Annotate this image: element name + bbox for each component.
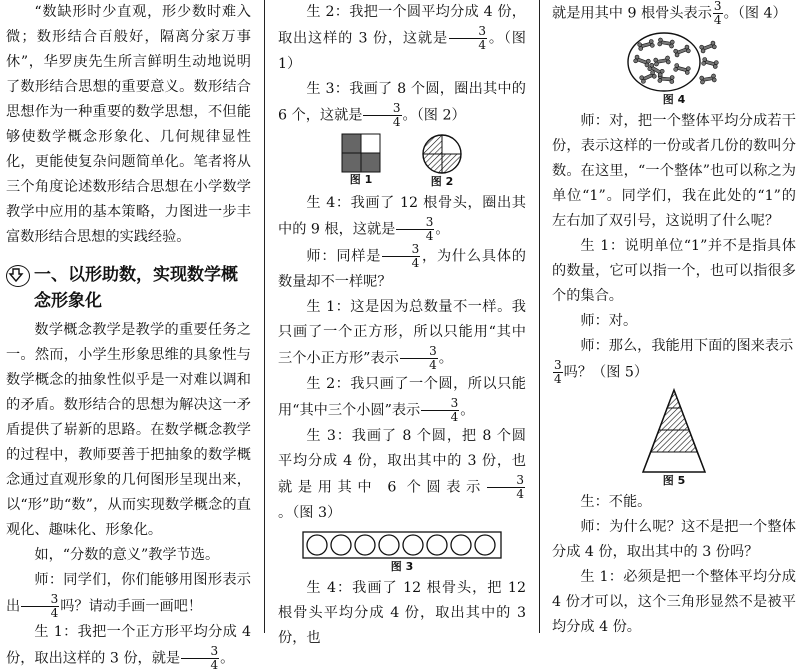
figure-2 [421, 133, 463, 189]
fraction: $\frac{3}{4}$ [396, 216, 434, 243]
bones-illustration [624, 31, 724, 93]
figure-4 [552, 31, 796, 107]
figure-caption: 图 3 [390, 560, 414, 573]
paragraph: 如，“分数的意义”教学节选。 [34, 547, 220, 563]
fraction: $\frac{3}{4}$ [487, 474, 525, 501]
eight-circles-illustration [302, 530, 502, 560]
fraction: $\frac{3}{4}$ [554, 358, 562, 386]
fraction: $\frac{3}{4}$ [21, 593, 59, 620]
figure-caption: 图 2 [430, 175, 454, 188]
figures-1-2 [278, 133, 526, 189]
column-divider-2 [539, 0, 540, 633]
fraction: $\frac{3}{4}$ [181, 645, 219, 672]
figure-5 [552, 388, 796, 488]
dialogue-line: 师：对。 [580, 313, 638, 329]
circle-quarters-illustration [421, 133, 463, 175]
dialogue-line: 生：不能。 [580, 494, 652, 510]
paragraph: 数学概念教学是教学的重要任务之一。然而，小学生形象思维的具象性与数学概念的抽象性似乎是一对难以调和的矛盾。数形结合的思想为解决这一矛盾提供了崭新的思路。在数学概念教学的过程中，教师要善于把抽象的数学概念通过直观形象的几何图形呈现出来，以“形”助“数”，从而实现数学概念的直观化、趣味化、形象化。 [6, 322, 251, 538]
dialogue-line: 生 1：这是因为总数量不一样。我只画了一个正方形，所以只能用“其中三个小正方形”表示 $\frac{3}{4}$ 。 [278, 299, 526, 372]
dialogue-line: 生 3：我画了 8 个圆，把 8 个圆平均分成 4 份，取出其中的 3 份，也就是用其中 6 个圆表示 $\frac{3}{4}$ 。（图 3） [278, 428, 526, 521]
fraction: $\frac{3}{4}$ [382, 243, 420, 270]
figure-1 [341, 133, 381, 189]
section-title: 一、以形助数，实现数学概念形象化 [34, 265, 238, 311]
column-3 [552, 0, 796, 633]
dialogue-line: 师：对，把一个整体平均分成若干份，表示这样的一份或者几份的数叫分数。在这里，“一个整体”也可以称之为单位“1”。同学们，我在此处的“1”的左右加了双引号，这说明了什么呢？ [552, 113, 796, 229]
intro-paragraph: “数缺形时少直观，形少数时难入微；数形结合百般好，隔离分家万事休”，华罗庚先生所言鲜明生动地说明了数形结合思想的重要意义。数形结合思想作为一种重要的数学思想，不但能够使数学概念形象化、几何规律显性化，更能使复杂问题简单化。笔者将从三个角度论述数形结合思想在小学数学教学中应用的基本策略，力图进一步丰富数形结合思想的实践经验。 [6, 4, 251, 245]
figure-caption: 图 5 [662, 474, 686, 487]
column-2 [278, 0, 526, 646]
dialogue-line: 就是用其中 9 根骨头表示 $\frac{3}{4}$ 。（图 4） [552, 0, 787, 27]
dialogue-line: 师：那么，我能用下面的图来表示 [580, 338, 794, 354]
dialogue-line: 生 2：我把一个圆平均分成 4 份，取出这样的 3 份，这就是 $\frac{3}{4}$ 。（图 1） [278, 4, 526, 72]
dialogue-line: 师：同学们，你们能够用图形表示出 $\frac{3}{4}$ 吗？请动手画一画吧！ [6, 572, 251, 620]
fraction: $\frac{3}{4}$ [713, 0, 722, 27]
dialogue-line: 师：为什么呢？这不是把一个整体分成 4 份，取出其中的 3 份吗？ [552, 519, 796, 560]
column-1 [6, 0, 251, 672]
figure-caption: 图 1 [349, 173, 373, 186]
square-quarters-illustration [341, 133, 381, 173]
dialogue-line: 生 2：我只画了一个圆，所以只能用“其中三个小圆”表示 $\frac{3}{4}$ 。 [278, 376, 526, 424]
figure-caption: 图 4 [662, 93, 686, 106]
fraction: $\frac{3}{4}$ [421, 397, 459, 424]
fraction: $\frac{3}{4}$ [363, 102, 401, 129]
fraction: $\frac{3}{4}$ [449, 25, 487, 52]
dialogue-line: 生 3：我画了 8 个圆，圈出其中的 6 个，这就是 $\frac{3}{4}$ 。（图 2） [278, 81, 526, 129]
dialogue-line: 师：同样是 $\frac{3}{4}$ ，为什么具体的数量却不一样呢？ [278, 242, 526, 290]
figure-3 [278, 530, 526, 574]
dialogue-line: $\frac{3}{4}$ 吗？（图 5） [554, 358, 649, 386]
dialogue-line: 生 4：我画了 12 根骨头，把 12 根骨头平均分成 4 份，取出其中的 3 份，也 [278, 580, 526, 646]
dialogue-line: 生 1：必须是把一个整体平均分成 4 份才可以，这个三角形显然不是被平均分成 4 份。 [552, 569, 796, 635]
fraction: $\frac{3}{4}$ [400, 345, 438, 372]
section-heading [6, 262, 251, 314]
dialogue-line: 生 1：我把一个正方形平均分成 4 份，取出这样的 3 份，就是 $\frac{3}{4}$ 。 [6, 624, 251, 672]
down-arrow-circle-icon [6, 265, 30, 287]
dialogue-line: 生 4：我画了 12 根骨头，圈出其中的 9 根，这就是 $\frac{3}{4}$ 。 [278, 195, 526, 243]
triangle-illustration [641, 388, 707, 474]
column-divider-1 [264, 0, 265, 633]
dialogue-line: 生 1：说明单位“1”并不是指具体的数量，它可以指一个，也可以指很多个的集合。 [552, 238, 796, 304]
